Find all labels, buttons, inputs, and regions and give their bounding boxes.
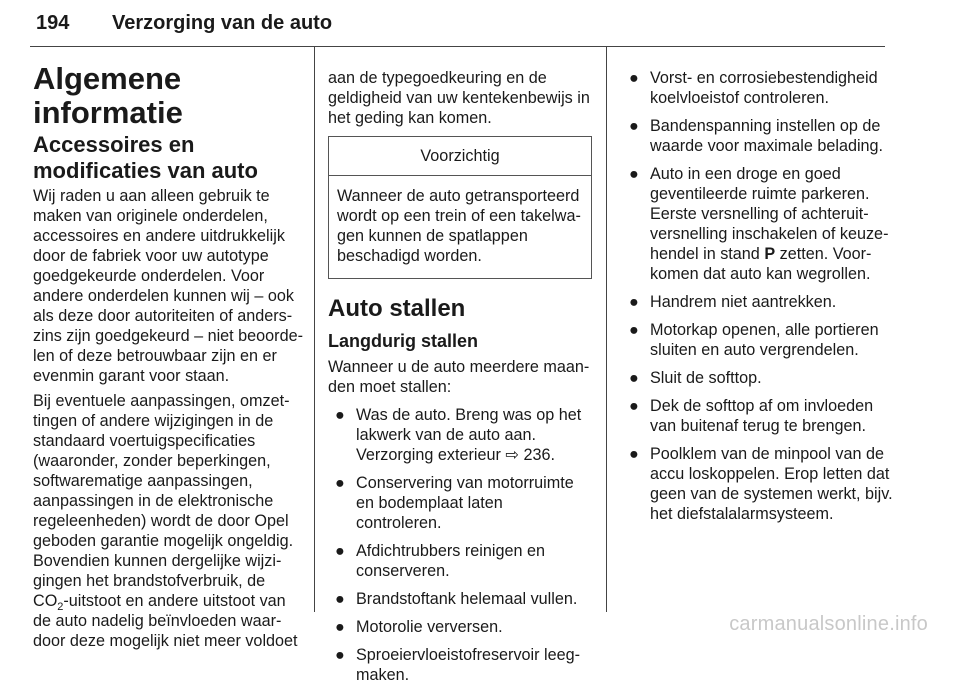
bullet-icon: ● bbox=[629, 445, 639, 463]
bullet-icon: ● bbox=[629, 369, 639, 387]
page-header-title: Verzorging van de auto bbox=[112, 12, 333, 34]
storage-intro: Wanneer u de auto meerdere maanden moet stallen: bbox=[328, 358, 590, 396]
watermark: carmanualsonline.info bbox=[729, 613, 928, 635]
list-item-text: Was de auto. Breng was op het lakwerk van de auto aan. Verzorging exterieur bbox=[356, 406, 582, 464]
column-divider-left bbox=[314, 47, 315, 612]
caution-text: Wanneer de auto getransporteerd wordt op een trein of een takelwagen kunnen de spatlappen beschadigd worden. bbox=[337, 187, 581, 265]
list-item-text-end: zetten. Voorkomen dat auto kan wegrollen. bbox=[650, 245, 872, 283]
list-item-text: Auto in een droge en goed geventileerde ruimte parkeren. Eerste versnelling of achteruitversnelling inschakelen of keuzehendel in stand bbox=[650, 165, 889, 263]
list-item-text: Vorst- en corrosiebestendigheid koelvloeistof controleren. bbox=[650, 69, 878, 107]
bullet-icon: ● bbox=[335, 474, 345, 492]
list-item bbox=[622, 320, 894, 360]
bullet-icon: ● bbox=[629, 293, 639, 311]
column-3 bbox=[622, 68, 894, 532]
list-item bbox=[328, 473, 592, 533]
cross-reference-page[interactable]: 236. bbox=[523, 446, 555, 464]
paragraph-modifications-part2: -uitstoot en andere uitstoot van de auto nadelig beïnvloeden waardoor deze mogelijk niet meer voldoet bbox=[33, 592, 298, 650]
list-item bbox=[328, 589, 592, 609]
list-item-text: Bandenspanning instellen op de waarde voor maximale belading. bbox=[650, 117, 884, 155]
column-1 bbox=[33, 62, 305, 656]
list-item bbox=[622, 164, 894, 284]
list-item-text: Motorkap openen, alle portieren sluiten en auto vergrendelen. bbox=[650, 321, 879, 359]
column-2 bbox=[328, 68, 592, 693]
gear-position-p: P bbox=[764, 245, 776, 263]
paragraph-accessories: Wij raden u aan alleen gebruik te maken van originele onderdelen, accessoires en andere uitdrukkelijk door de fabriek voor uw autotype goedgekeurde onderdelen. Voor andere onderdelen kunnen wij – ook als deze door autoriteiten of anderszins zijn goedgekeurd – niet beoordelen of deze betrouwbaar zijn en er evenmin garant voor staan. bbox=[33, 187, 303, 385]
cross-reference-arrow-icon: ⇨ bbox=[505, 445, 519, 464]
list-item-text: Handrem niet aantrekken. bbox=[650, 293, 837, 311]
caution-title: Voorzichtig bbox=[329, 137, 591, 176]
bullet-icon: ● bbox=[629, 321, 639, 339]
list-item bbox=[328, 405, 592, 465]
list-item bbox=[328, 541, 592, 581]
storage-bullet-list bbox=[328, 405, 592, 685]
paragraph-modifications bbox=[33, 391, 305, 651]
bullet-icon: ● bbox=[629, 69, 639, 87]
list-item-text: Afdichtrubbers reinigen en conserveren. bbox=[356, 542, 545, 580]
list-item bbox=[622, 368, 894, 388]
page-number: 194 bbox=[36, 12, 70, 34]
bullet-icon: ● bbox=[629, 397, 639, 415]
subsection-title-long-storage: Langdurig stallen bbox=[328, 331, 479, 351]
list-item bbox=[622, 444, 894, 524]
list-item-text: Brandstoftank helemaal vullen. bbox=[356, 590, 578, 608]
bullet-icon: ● bbox=[335, 646, 345, 664]
list-item bbox=[622, 116, 894, 156]
caution-box bbox=[328, 136, 592, 279]
paragraph-continuation: aan de typegoedkeuring en de geldigheid van uw kentekenbewijs in het geding kan komen. bbox=[328, 69, 590, 127]
list-item bbox=[622, 68, 894, 108]
list-item-text: Poolklem van de minpool van de accu loskoppelen. Erop letten dat geen van de systemen werkt, bijv. het diefstalalarmsysteem. bbox=[650, 445, 893, 523]
list-item bbox=[622, 396, 894, 436]
list-item-text: Motorolie verversen. bbox=[356, 618, 503, 636]
header-divider bbox=[30, 46, 885, 47]
co2-subscript: 2 bbox=[57, 601, 64, 614]
paragraph-modifications-part1: Bij eventuele aanpassingen, omzettingen of andere wijzigingen in de standaard voertuigspecificaties (waaronder, zonder beperkingen, softwarematige aanpassingen, aanpassingen in de elektronische regeleenheden) wordt de door Opel geboden garantie mogelijk ongeldig. Bovendien kunnen dergelijke wijzigingen het brandstofverbruik, de CO bbox=[33, 392, 294, 610]
list-item-text: Sproeiervloeistofreservoir leegmaken. bbox=[356, 646, 581, 684]
bullet-icon: ● bbox=[629, 165, 639, 183]
list-item-text: Sluit de softtop. bbox=[650, 369, 762, 387]
list-item-text: Conservering van motorruimte en bodemplaat laten controleren. bbox=[356, 474, 574, 532]
section-title-general: Algemene informatie bbox=[33, 61, 183, 130]
section-title-storage: Auto stallen bbox=[328, 295, 466, 322]
storage-bullet-list-continued bbox=[622, 68, 894, 524]
subsection-title-accessories: Accessoires en modificaties van auto bbox=[33, 132, 258, 183]
list-item bbox=[328, 645, 592, 685]
list-item-text: Dek de softtop af om invloeden van buitenaf terug te brengen. bbox=[650, 397, 874, 435]
bullet-icon: ● bbox=[335, 618, 345, 636]
column-divider-right bbox=[606, 47, 607, 612]
list-item bbox=[328, 617, 592, 637]
list-item bbox=[622, 292, 894, 312]
bullet-icon: ● bbox=[335, 542, 345, 560]
bullet-icon: ● bbox=[335, 406, 345, 424]
bullet-icon: ● bbox=[335, 590, 345, 608]
bullet-icon: ● bbox=[629, 117, 639, 135]
